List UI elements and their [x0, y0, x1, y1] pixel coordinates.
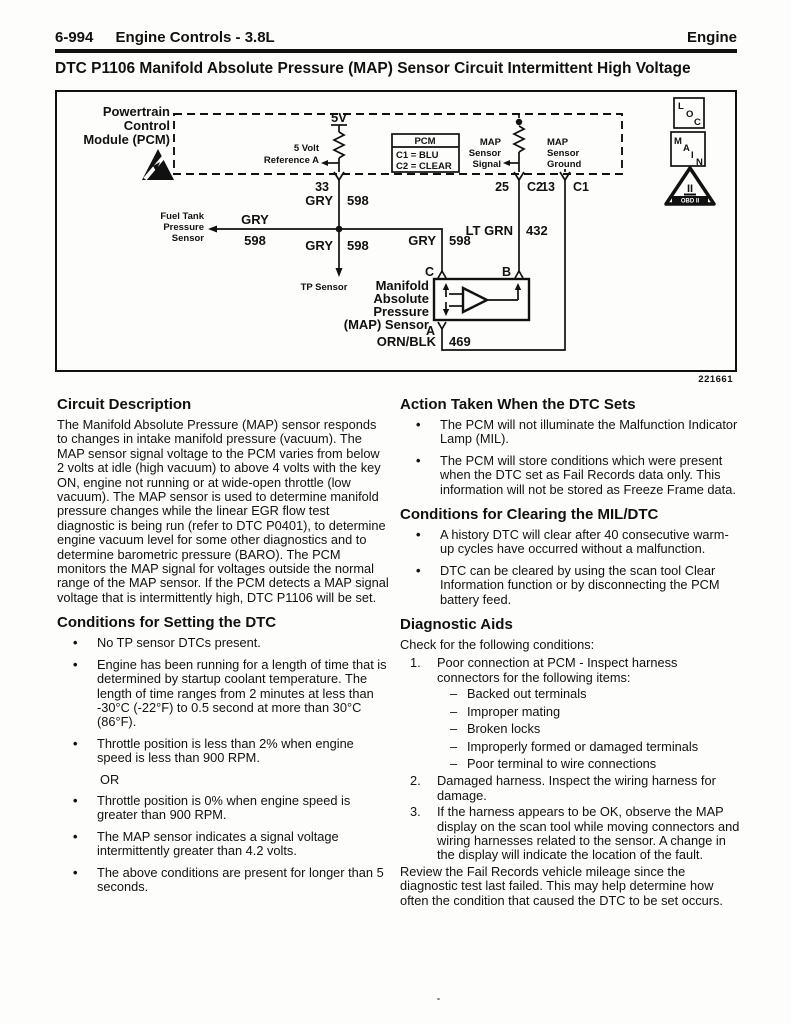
svg-text:Control: Control	[123, 118, 170, 133]
left-column	[57, 396, 389, 901]
resistor-icon	[514, 126, 524, 152]
heading-action-taken: Action Taken When the DTC Sets	[400, 396, 636, 413]
up-arrow-icon	[443, 283, 449, 290]
svg-text:Fuel Tank: Fuel Tank	[160, 211, 204, 222]
svg-text:598: 598	[347, 238, 369, 253]
resistor-icon	[334, 132, 344, 158]
svg-text:Sensor: Sensor	[171, 233, 204, 244]
svg-text:OBD II: OBD II	[680, 198, 700, 205]
terminal-c: C	[424, 265, 434, 279]
svg-text:Signal: Signal	[472, 159, 501, 170]
svg-text:Absolute: Absolute	[373, 291, 429, 306]
bullet-item: • The above conditions are present for longer than 5 seconds.	[57, 866, 389, 895]
svg-text:MAP: MAP	[479, 137, 501, 148]
svg-text:Sensor: Sensor	[468, 148, 501, 159]
numbered-item	[400, 805, 742, 863]
svg-text:Powertrain: Powertrain	[102, 104, 170, 119]
down-arrow-icon	[443, 309, 449, 316]
svg-text:GRY: GRY	[305, 193, 333, 208]
left-arrow-icon	[208, 226, 217, 233]
bullet-item: • The PCM will store conditions which were present when the DTC set as Fail Records data only. This information will not be stored as Freeze Frame data.	[400, 454, 742, 497]
section-title: Engine Controls - 3.8L	[115, 29, 275, 46]
item-text: If the harness appears to be OK, observe the MAP display on the scan tool while moving connectors and wiring harnesses related to the sensor. A change in the display will indicate the location of the fault.	[437, 804, 740, 863]
numbered-item	[400, 656, 742, 685]
header-left	[55, 29, 275, 46]
bullet-item: • Engine has been running for a length of time that is determined by startup coolant temperature. The length of time ranges from 2 minutes at less than -30°C (-22°F) to 0.5 second at more than 30°C (86°F).	[57, 658, 389, 730]
amplifier-icon	[463, 288, 487, 312]
svg-text:PCM: PCM	[414, 136, 436, 147]
dtc-page-title: DTC P1106 Manifold Absolute Pressure (MAP) Sensor Circuit Intermittent High Voltage	[55, 60, 691, 77]
diagnostic-aids-outro: Review the Fail Records vehicle mileage since the diagnostic test last failed. This may help determine how often the condition that caused the DTC to be set occurs.	[400, 863, 723, 908]
terminal-b: B	[501, 265, 511, 279]
numbered-item	[400, 774, 742, 803]
dash-subitem: – Backed out terminals	[400, 687, 742, 701]
svg-text:A: A	[683, 143, 690, 154]
esd-warning-icon	[142, 149, 174, 180]
heading-circuit-description: Circuit Description	[57, 396, 192, 413]
svg-text:Sensor: Sensor	[547, 148, 580, 159]
dash-subitem: – Improperly formed or damaged terminals	[400, 740, 742, 754]
svg-text:598: 598	[449, 233, 471, 248]
terminal-13: 13	[541, 180, 555, 194]
map-sensor-box	[434, 279, 529, 320]
left-arrow-icon	[503, 160, 510, 166]
wire-gry-598-to-map-c	[339, 229, 471, 279]
bullet-item: • Throttle position is less than 2% when engine speed is less than 900 RPM.	[57, 737, 389, 766]
node-dot	[516, 119, 522, 125]
svg-text:LT GRN: LT GRN	[465, 223, 513, 238]
or-separator: OR	[100, 771, 120, 787]
heading-diagnostic-aids: Diagnostic Aids	[400, 616, 513, 634]
svg-text:Module (PCM): Module (PCM)	[83, 132, 170, 147]
svg-text:II: II	[686, 183, 694, 195]
svg-text:I: I	[691, 150, 694, 161]
svg-text:(MAP) Sensor: (MAP) Sensor	[343, 317, 429, 332]
five-volt-reference-branch	[264, 110, 347, 194]
circuit-description-text: The Manifold Absolute Pressure (MAP) sensor responds to changes in intake manifold pressure (vacuum). The MAP sensor signal voltage to the PCM varies from below 2 volts at idle (high vacuum) to above 4 volts with the key ON, engine not running or at wide-open throttle (low vacuum). The MAP sensor is used to determine manifold pressure changes while the linear EGR flow test diagnostic is being run (refer to DTC P0401), to determine engine vacuum level for some other diagnostics and to determine barometric pressure (BARO). The PCM monitors the MAP signal for voltages outside the normal range of the MAP sensor. If the PCM detects a MAP signal voltage that is intermittently high, DTC P1106 will be set.	[57, 417, 389, 605]
supply-5v-label: 5V	[331, 110, 347, 125]
wire-to-tp-sensor	[301, 229, 369, 293]
heading-conditions-setting: Conditions for Setting the DTC	[57, 614, 277, 632]
svg-text:TP Sensor: TP Sensor	[300, 282, 348, 293]
svg-text:GRY: GRY	[305, 238, 333, 253]
bullet-item: • The PCM will not illuminate the Malfunction Indicator Lamp (MIL).	[400, 418, 742, 447]
bullet-item: • Throttle position is 0% when engine speed is greater than 900 RPM.	[57, 794, 389, 823]
bullet-item: • The MAP sensor indicates a signal voltage intermittently greater than 4.2 volts.	[57, 830, 389, 859]
svg-text:C: C	[694, 117, 701, 128]
svg-text:O: O	[686, 109, 694, 120]
scan-artifact	[437, 998, 440, 1000]
connector-c2: C2	[527, 180, 543, 194]
up-arrow-icon	[515, 283, 521, 290]
page-number: 6-994	[55, 29, 94, 46]
terminal-25: 25	[495, 180, 509, 194]
page-header	[55, 29, 737, 46]
obd2-icon	[666, 168, 714, 205]
heading-conditions-clearing: Conditions for Clearing the MIL/DTC	[400, 506, 659, 524]
svg-text:Reference A: Reference A	[263, 155, 319, 166]
map-signal-branch	[469, 114, 543, 194]
loc-connector-icon	[674, 98, 704, 128]
wiring-diagram-svg	[57, 92, 735, 370]
pcm-module-label	[83, 104, 170, 147]
svg-text:Pressure: Pressure	[373, 304, 429, 319]
svg-text:598: 598	[347, 193, 369, 208]
svg-text:M: M	[674, 136, 682, 147]
bullet-item: • No TP sensor DTCs present.	[57, 636, 389, 650]
svg-text:GRY: GRY	[241, 212, 269, 227]
bullet-item: • A history DTC will clear after 40 consecutive warm-up cycles have occurred without a malfunction.	[400, 528, 742, 557]
terminal-33: 33	[315, 180, 329, 194]
pcm-connector-legend	[392, 134, 459, 172]
dash-subitem: – Improper mating	[400, 705, 742, 719]
wiring-diagram	[55, 90, 737, 372]
svg-text:Pressure: Pressure	[163, 222, 204, 233]
svg-text:598: 598	[244, 233, 266, 248]
header-rule	[55, 49, 737, 53]
svg-text:GRY: GRY	[408, 233, 436, 248]
svg-text:N: N	[696, 157, 703, 168]
svg-text:432: 432	[526, 223, 548, 238]
right-column	[400, 396, 742, 912]
diagnostic-aids-intro: Check for the following conditions:	[400, 637, 595, 653]
item-text: Poor connection at PCM - Inspect harness connectors for the following items:	[437, 655, 678, 685]
svg-text:5 Volt: 5 Volt	[293, 143, 319, 154]
down-arrow-icon	[336, 268, 343, 277]
wire-ltgrn-432	[466, 180, 548, 279]
svg-text:MAP: MAP	[547, 137, 569, 148]
svg-text:L: L	[678, 101, 684, 112]
dash-subitem: – Poor terminal to wire connections	[400, 757, 742, 771]
item-number: 3.	[410, 804, 421, 820]
figure-number: 221661	[698, 374, 733, 385]
item-text: Damaged harness. Inspect the wiring harness for damage.	[437, 773, 716, 803]
main-connector-icon	[671, 132, 705, 168]
item-number: 1.	[410, 655, 421, 671]
terminal-a: A	[425, 324, 435, 338]
left-arrow-icon	[321, 160, 328, 166]
svg-text:ORN/BLK: ORN/BLK	[376, 334, 436, 349]
svg-text:469: 469	[449, 334, 471, 349]
header-right-title: Engine	[686, 29, 737, 46]
item-number: 2.	[410, 773, 421, 789]
dash-subitem: – Broken locks	[400, 722, 742, 736]
svg-text:Ground: Ground	[547, 159, 582, 170]
svg-text:Manifold: Manifold	[375, 278, 429, 293]
connector-c1: C1	[573, 180, 589, 194]
svg-text:C1 = BLU: C1 = BLU	[396, 150, 439, 161]
svg-text:C2 = CLEAR: C2 = CLEAR	[396, 161, 452, 172]
bullet-item: • DTC can be cleared by using the scan tool Clear Information function or by disconnecting the PCM battery feed.	[400, 564, 742, 607]
map-sensor-label	[344, 278, 429, 332]
